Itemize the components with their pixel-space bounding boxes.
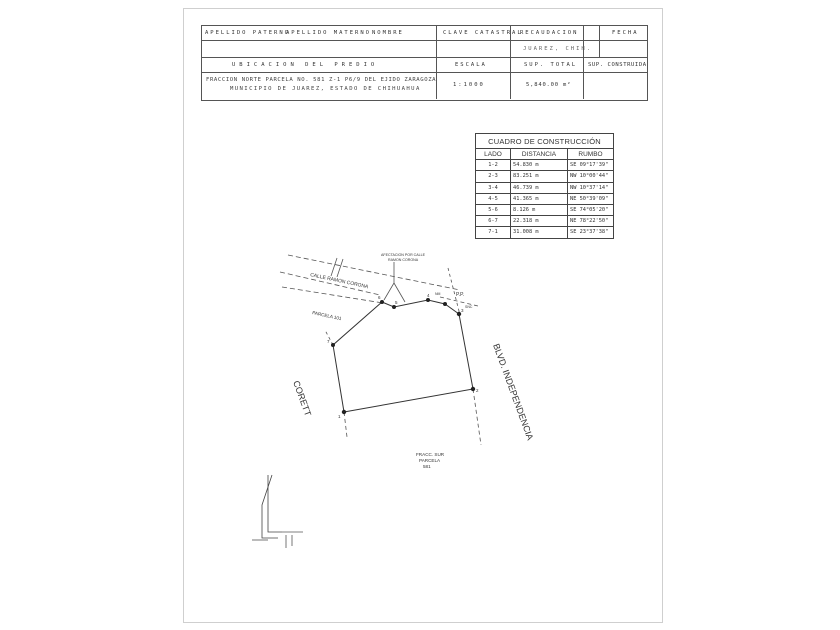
blvd-label: BLVD. INDEPENDENCIA	[491, 342, 536, 442]
fracc-sur-label-3: 581	[423, 464, 431, 469]
value-ubicacion-line2: MUNICIPIO DE JUAREZ, ESTADO DE CHIHUAHUA	[230, 86, 421, 92]
vertex-label: 3	[461, 308, 464, 313]
snc-label: SNC	[465, 305, 473, 309]
value-sup-total: 5,840.00 m²	[526, 82, 572, 88]
vertex-label: 1	[338, 414, 341, 419]
parcel-boundary	[333, 300, 473, 412]
label-sup-construida: SUP. CONSTRUIDA	[588, 62, 647, 68]
street-line	[282, 287, 383, 303]
calle-label: CALLE RAMON CORONA	[309, 272, 369, 291]
vertex-label: 6	[378, 295, 381, 300]
extension-line	[344, 412, 347, 437]
break-mark	[337, 259, 343, 277]
table-row: 3-4 46.739 m NW 10°37'14"	[476, 182, 614, 193]
label-clave-catastral: CLAVE CATASTRAL	[443, 30, 523, 36]
break-mark	[331, 258, 337, 276]
fracc-sur-label-2: PARCELA	[419, 458, 441, 463]
pp-label: P.P.	[456, 292, 465, 298]
table-row: 7-1 31.008 m SE 23°37'38"	[476, 227, 614, 238]
col-rumbo: RUMBO	[568, 149, 614, 160]
label-fecha: FECHA	[612, 30, 639, 36]
vertex-marker	[331, 343, 335, 347]
table-row: 1-2 54.830 m SE 09°17'39"	[476, 160, 614, 171]
leader-line	[384, 262, 394, 300]
value-escala: 1:1000	[453, 82, 485, 88]
label-recaudacion: RECAUDACION	[520, 30, 579, 36]
table-row: 5-6 8.126 m SE 74°05'20"	[476, 204, 614, 215]
vertex-label: 4	[427, 293, 430, 298]
vertex-marker	[342, 410, 346, 414]
vertex-label: 2	[476, 388, 479, 393]
label-apellido-paterno: APELLIDO PATERNO	[205, 30, 290, 36]
vertex-marker	[426, 298, 430, 302]
vertex-marker	[380, 300, 384, 304]
survey-marker	[268, 475, 282, 532]
nm-label: NM	[435, 292, 441, 296]
value-ubicacion-line1: FRACCION NORTE PARCELA NO. 581 Z-1 P6/9 DEL EJIDO ZARAGOZA	[206, 77, 437, 83]
table-row: 6-7 22.318 m NE 78°22'50"	[476, 216, 614, 227]
vertex-marker	[471, 387, 475, 391]
coretti-label: CORETT	[291, 379, 314, 418]
col-distancia: DISTANCIA	[511, 149, 568, 160]
cuadro-title: CUADRO DE CONSTRUCCIÓN	[476, 134, 614, 149]
extension-line	[473, 389, 481, 445]
vertex-label: 5	[395, 300, 398, 305]
vertex-marker	[392, 305, 396, 309]
table-row: 2-3 83.251 m NW 10°00'44"	[476, 171, 614, 182]
label-sup-total: SUP. TOTAL	[524, 62, 578, 68]
label-nombre: NOMBRE	[372, 30, 404, 36]
vertex-marker	[443, 302, 447, 306]
afectacion-label-1: AFECTACION POR CALLE	[381, 253, 426, 257]
survey-marker	[262, 475, 278, 538]
label-escala: ESCALA	[455, 62, 487, 68]
afectacion-label-2: RAMON CORONA	[388, 258, 419, 262]
fracc-sur-label-1: FRACC. SUR	[416, 452, 445, 457]
value-recaudacion: JUAREZ, CHIH.	[523, 46, 593, 52]
table-row: 4-5 41.365 m NE 50°39'09"	[476, 193, 614, 204]
label-apellido-materno: APELLIDO MATERNO	[286, 30, 371, 36]
parcela-norte-label: PARCELA 101	[311, 310, 342, 322]
col-lado: LADO	[476, 149, 511, 160]
vertex-label: 7	[327, 339, 330, 344]
label-ubicacion: UBICACION DEL PREDIO	[232, 62, 379, 68]
